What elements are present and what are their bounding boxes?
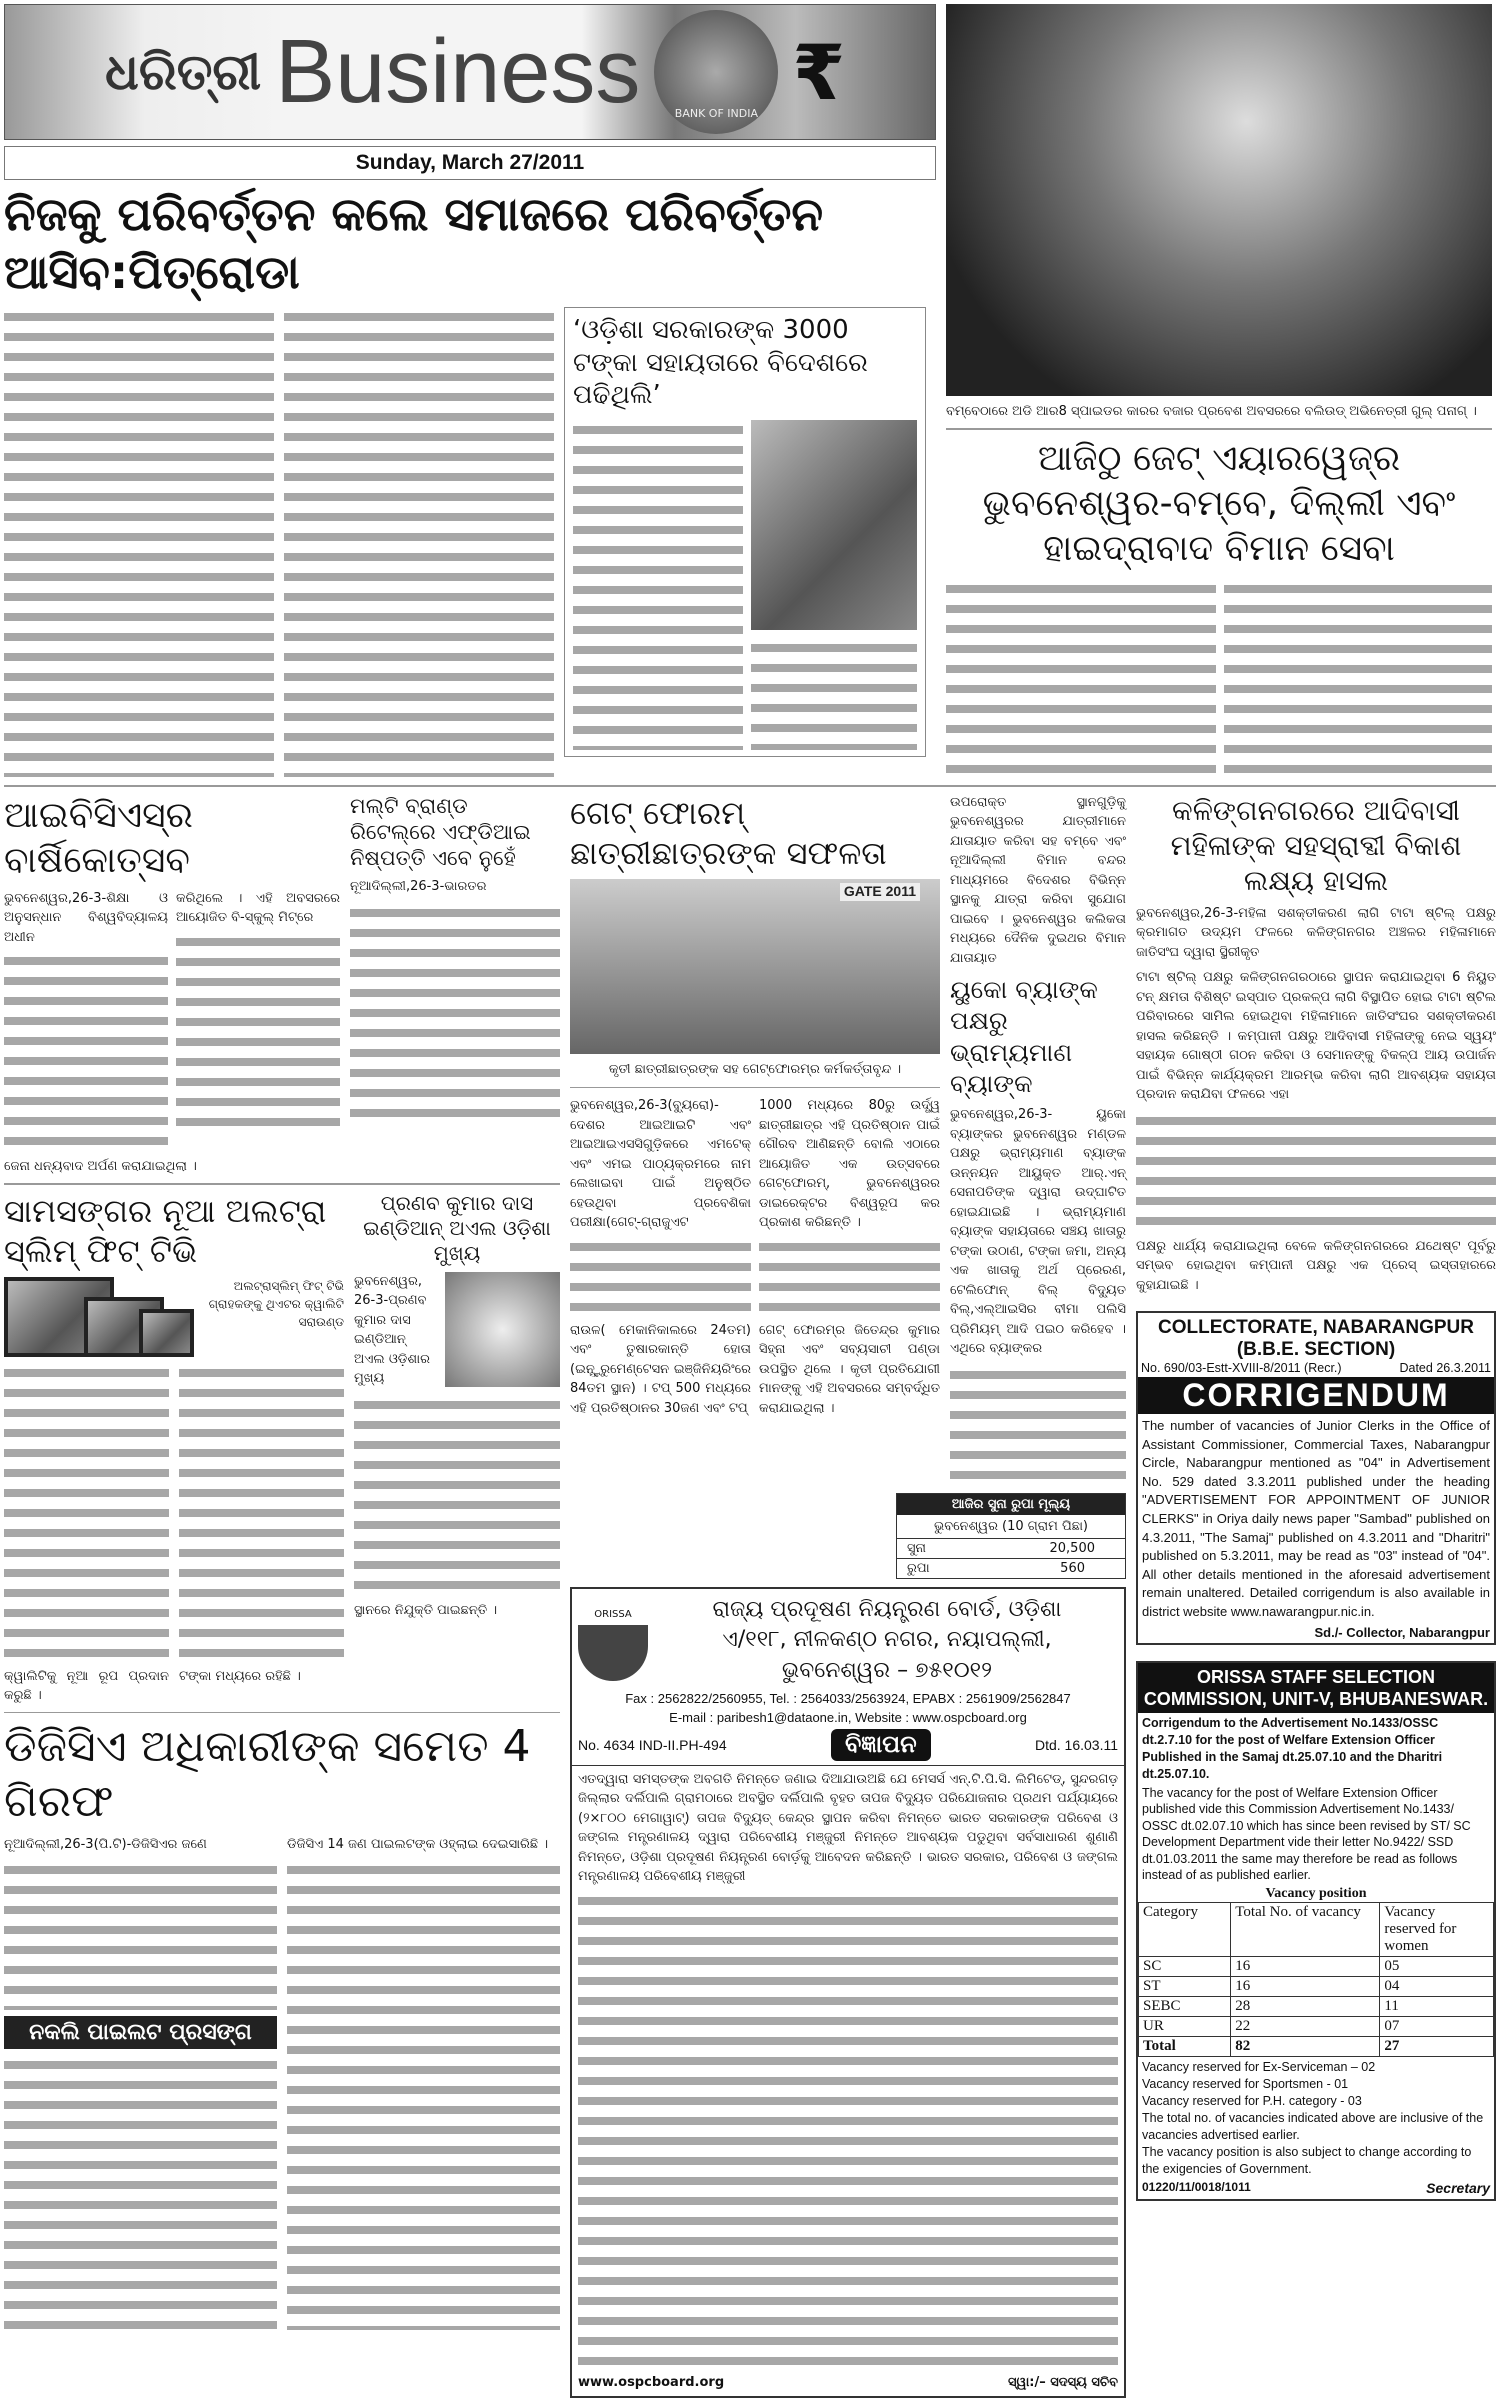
ad-body-text xyxy=(578,1891,1118,2371)
table-row xyxy=(1139,2016,1494,2036)
ossc-note: Vacancy reserved for Ex-Serviceman – 02 xyxy=(1142,2059,1376,2074)
ad-website-link[interactable]: www.ospcboard.org xyxy=(578,2374,725,2390)
table-header-row xyxy=(1139,1902,1494,1956)
ibcs-end: ଜେନା ଧନ୍ୟବାଦ ଅର୍ପଣ କରାଯାଇଥିଲା । xyxy=(4,1159,197,1174)
corrigendum-banner: CORRIGENDUM xyxy=(1138,1377,1494,1414)
cell: 16 xyxy=(1231,1956,1380,1976)
kalinganagar-body: ଟାଟା ଷ୍ଟିଲ୍ ପକ୍ଷରୁ କଳିଙ୍ଗନଗରଠାରେ ସ୍ଥାପନ କରାଯାଇଥିବା 6 ନିୟୁତ ଟନ୍ କ୍ଷମତା ବିଶିଷ୍ଟ ଇସ୍ପାତ ପ୍ରକଳ୍ପ ଲାଗି ବିସ୍ଥାପିତ ହୋଇ ଟାଟା ଷ୍ଟିଲ ପରିବାରରେ ସାମିଲ ହୋଇଥିବା ମହିଳାମାନେ ଜାତିସଂଘର ସଶକ୍ତୀକରଣ ହାସଲ କରିଛନ୍ତି । କମ୍ପାନୀ ପକ୍ଷରୁ ଆଦିବାସୀ ମହିଳାଙ୍କୁ ନେଇ ସ୍ୱୟଂ ସହାୟକ ଗୋଷ୍ଠୀ ଗଠନ କରିବା ଓ ସେମାନଙ୍କୁ ବିକଳ୍ପ ଆୟ ଉପାର୍ଜନ ପାଇଁ ବିଭିନ୍ନ କାର୍ଯ୍ୟକ୍ରମ ଆରମ୍ଭ କରିବା ଲାଗି ଆବଶ୍ୟକ ସହାୟତା ପ୍ରଦାନ କରାଯିବା ଫଳରେ ଏହା xyxy=(1136,970,1496,1102)
ossc-title: ORISSA STAFF SELECTION COMMISSION, UNIT-V, BHUBANESWAR. xyxy=(1138,1663,1494,1713)
uco-headline: ୟୁକୋ ବ୍ୟାଙ୍କ ପକ୍ଷରୁ ଭ୍ରାମ୍ୟମାଣ ବ୍ୟାଙ୍କ xyxy=(950,975,1098,1098)
samsung-tv-image xyxy=(4,1277,194,1357)
samsung-end: ଟଙ୍କା ମଧ୍ୟରେ ରହିଛି । xyxy=(179,1668,301,1684)
dgca-body-text xyxy=(287,1860,560,2330)
cell: SC xyxy=(1139,1956,1231,1976)
kalinganagar-headline: କଳିଙ୍ଗନଗରରେ ଆଦିବାସୀ ମହିଳାଙ୍କ ସହସ୍ରାବ୍ଦୀ ବିକାଶ ଲକ୍ଷ୍ୟ ହାସଲ xyxy=(1170,793,1462,897)
cell: 07 xyxy=(1380,2016,1494,2036)
samsung-headline: ସାମସଙ୍ଗର ନୂଆ ଅଲଟ୍ରା ସ୍ଲିମ୍ ଫିଟ୍ ଟିଭି xyxy=(4,1191,327,1270)
gate-group-photo xyxy=(570,879,940,1054)
ibcs-body-text xyxy=(4,951,168,1151)
vacancy-table-title: Vacancy position xyxy=(1265,1885,1367,1901)
dgca-body: ଡିଜିସିଏ 14 ଜଣ ପାଇଲଟଙ୍କ ଓହ୍ଲାଇ ଦେଇସାରିଛି । xyxy=(287,1836,549,1852)
gate-caption: କୃତୀ ଛାତ୍ରୀଛାତ୍ରଙ୍କ ସହ ଗେଟ୍ଫୋରମ୍ର କର୍ମକର୍ତ୍ତାବୃନ୍ଦ । xyxy=(608,1061,902,1077)
silver-row xyxy=(897,1559,1125,1578)
dgca-body-text xyxy=(4,1860,277,2010)
date-bar xyxy=(4,146,936,180)
dgca-body-text xyxy=(4,2055,277,2335)
ad-body: ଏତଦ୍ୱାରା ସମସ୍ତଙ୍କ ଅବଗତି ନିମନ୍ତେ ଜଣାଇ ଦିଆଯାଉଅଛି ଯେ ମେସର୍ସ ଏନ୍.ଟି.ପି.ସି. ଲିମିଟେଡ୍, ସୁନ୍ଦରଗଡ଼ ଜିଲ୍ଲାର ଦର୍ଲିପାଲି ଗ୍ରାମଠାରେ ଅବସ୍ଥିତ ଦର୍ଲିପାଲି ବୃହତ ତାପଜ ବିଦ୍ୟୁତ ପରିଯୋଜନାର ପ୍ରଥମ ପର୍ଯ୍ୟାୟରେ (୨×୮୦୦ ମେଗାୱାଟ୍) ତାପଜ ବିଦ୍ୟୁତ୍ କେନ୍ଦ୍ର ସ୍ଥାପନ କରିବା ନିମନ୍ତେ ଭାରତ ସରକାରଙ୍କ ପରିବେଶ ଓ ଜଙ୍ଗଲ ମନ୍ତ୍ରଣାଳୟ ଦ୍ୱାରା ପରିବେଶୀୟ ମଞ୍ଜୁରୀ ନିମନ୍ତେ ଆବଶ୍ୟକ ପଡୁଥିବା ସର୍ବସାଧାରଣ ଶୁଣାଣି ନିମନ୍ତେ, ଓଡ଼ିଶା ପ୍ରଦୂଷଣ ନିୟନ୍ତ୍ରଣ ବୋର୍ଡ଼କୁ ଆବେଦନ କରିଛନ୍ତି । ଭାରତ ସରକାର, ପରିବେଶ ଓ ଜଙ୍ଗଲ ମନ୍ତ୍ରଣାଳୟ ପରିବେଶୀୟ ମଞ୍ଜୁରୀ xyxy=(578,1771,1118,1885)
lead-article-body xyxy=(284,307,554,777)
jet-body xyxy=(946,579,1216,779)
gul-panag-photo xyxy=(946,4,1492,396)
jet-body xyxy=(1224,579,1492,779)
cell: 28 xyxy=(1231,1996,1380,2016)
cell: 11 xyxy=(1380,1996,1494,2016)
dgca-body: ନୂଆଦିଲ୍ଲୀ,26-3(ପି.ଟି)-ଡିଜିସିଏର ଜଣେ xyxy=(4,1836,207,1852)
column-header: Vacancy reserved for women xyxy=(1380,1902,1494,1956)
cell: 82 xyxy=(1231,2036,1380,2056)
ossc-lead: Corrigendum to the Advertisement No.1433/OSSC dt.2.7.10 for the post of Welfare Extension Officer Published in the Samaj dt.25.07.10 and the Dharitri dt.25.07.10. xyxy=(1142,1715,1443,1781)
photo-caption: ବମ୍ବେଠାରେ ଅଡି ଆର8 ସ୍ପାଇଡର କାରର ବଜାର ପ୍ରବେଶ ଅବସରରେ ବଲିଉଡ୍ ଅଭିନେତ୍ରୀ ଗୁଲ୍ ପନାଗ୍ । xyxy=(946,404,1477,419)
rupee-icon: ₹ xyxy=(792,27,846,117)
gate-body-text xyxy=(759,1237,940,1317)
pitroda-box-body xyxy=(751,638,917,750)
ad-email: E-mail : paribesh1@dataone.in, Website : www.ospcboard.org xyxy=(669,1709,1027,1725)
ossc-notice xyxy=(1136,1661,1496,2201)
metal-price: 560 xyxy=(1060,1560,1085,1576)
pranab-photo xyxy=(445,1272,560,1387)
collectorate-date: Dated 26.3.2011 xyxy=(1399,1361,1491,1375)
logo-text: ORISSA xyxy=(594,1608,632,1620)
brand-logo: ଧରିତ୍ରୀ xyxy=(105,42,262,101)
pitroda-photo xyxy=(751,420,917,630)
fdi-body-text xyxy=(350,903,560,1123)
dgca-headline: ଡିଜିସିଏ ଅଧିକାରୀଙ୍କ ସମେତ 4 ଗିରଫ xyxy=(4,1720,531,1827)
pranab-body: ଭୁବନେଶ୍ୱର, 26-3-ପ୍ରଣବ କୁମାର ଦାସ ଇଣ୍ଡିଆନ୍ ଅଏଲ ଓଡ଼ିଶାର ମୁଖ୍ୟ xyxy=(354,1273,430,1386)
pranab-end: ସ୍ଥାନରେ ନିଯୁକ୍ତି ପାଇଛନ୍ତି । xyxy=(354,1602,498,1618)
ad-title: ବିଜ୍ଞାପନ xyxy=(831,1729,931,1761)
ossc-code: 01220/11/0018/1011 xyxy=(1142,2179,1251,2194)
lead-headline: ନିଜକୁ ପରିବର୍ତ୍ତନ କଲେ ସମାଜରେ ପରିବର୍ତ୍ତନ ଆସିବ:ପିତ୍ରୋଡା xyxy=(4,187,824,299)
cell: 22 xyxy=(1231,2016,1380,2036)
ibcs-headline: ଆଇବିସିଏସ୍ର ବାର୍ଷିକୋତ୍ସବ xyxy=(4,794,193,881)
uco-body: ଭୁବନେଶ୍ୱର,26-3- ୟୁକୋ ବ୍ୟାଙ୍କର ଭୁବନେଶ୍ୱର ମଣ୍ଡଳ ପକ୍ଷରୁ ଭ୍ରାମ୍ୟମାଣ ବ୍ୟାଙ୍କ ଉନ୍ନୟନ ଆୟୁକ୍ତ ଆର୍.ଏନ୍ ସେନାପତିଙ୍କ ଦ୍ୱାରା ଉଦ୍‌ଘାଟିତ ହୋଇଯାଇଛି । ଭ୍ରାମ୍ୟମାଣ ବ୍ୟାଙ୍କ ସହାୟତାରେ ସଞ୍ଚୟ ଖାତାରୁ ଟଙ୍କା ଉଠାଣ, ଟଙ୍କା ଜମା, ଅନ୍ୟ ଏକ ଖାତାକୁ ଅର୍ଥ ପ୍ରେରଣ, ଟେଲିଫୋନ୍ ବିଲ୍ ବିଦ୍ୟୁତ ବିଲ୍,ଏଲ୍ଆଇସିର ବୀମା ପଲିସି ପ୍ରିମିୟମ୍ ଆଦି ପଇଠ କରିହେବ । ଏଥିରେ ବ୍ୟାଙ୍କର xyxy=(950,1107,1126,1356)
cell: 04 xyxy=(1380,1976,1494,1996)
uco-body-text xyxy=(950,1365,1126,1485)
seal-text: BANK OF INDIA xyxy=(674,107,758,120)
gate-body-col1: ଭୁବନେଶ୍ୱର,26-3(ବ୍ୟୁରୋ)- ଦେଶର ଆଇଆଇଟି ଏବଂ ଆଇଆଇଏସସିଗୁଡ଼ିକରେ ଏମଟେକ୍ ଏବଂ ଏମଇ ପାଠ୍ୟକ୍ରମରେ ନାମ ଲେଖାଇବା ପାଇଁ ଅନୁଷ୍ଠିତ ହେଉଥିବା ପ୍ରବେଶିକା ପରୀକ୍ଷା(ଗେଟ୍-ଗ୍ରାଜୁଏଟ xyxy=(570,1098,751,1230)
pitroda-box-headline: ‘ଓଡ଼ିଶା ସରକାରଙ୍କ 3000 ଟଙ୍କା ସହାୟତାରେ ବିଦେଶରେ ପଢିଥିଲି’ xyxy=(573,315,868,410)
cell: ST xyxy=(1139,1976,1231,1996)
cell: UR xyxy=(1139,2016,1231,2036)
collectorate-section: (B.B.E. SECTION) xyxy=(1236,1339,1396,1360)
masthead xyxy=(4,4,936,140)
ossc-note: Vacancy reserved for P.H. category - 03 xyxy=(1142,2093,1362,2108)
pitroda-box-body xyxy=(573,420,743,750)
ossc-note: The total no. of vacancies indicated above are inclusive of the vacancies advertised earlier. xyxy=(1142,2110,1484,2142)
ad-signature: ସ୍ୱା:/– ସଦସ୍ୟ ସଚିବ xyxy=(1008,2374,1118,2390)
issue-date: Sunday, March 27/2011 xyxy=(355,151,585,174)
cell: 05 xyxy=(1380,1956,1494,1976)
gate-headline: ଗେଟ୍ ଫୋରମ୍ ଛାତ୍ରୀଛାତ୍ରଙ୍କ ସଫଳତା xyxy=(570,793,887,872)
pollution-board-ad xyxy=(570,1587,1126,2398)
kalinganagar-end: ପକ୍ଷରୁ ଧାର୍ଯ୍ୟ କରାଯାଇଥିଲା ବେଳେ କଳିଙ୍ଗନଗରରେ ଯଥେଷ୍ଟ ପୂର୍ବରୁ ସମ୍ଭବ ହୋଇଥିବା କମ୍ପାନୀ ପକ୍ଷରୁ ଏକ ପ୍ରେସ୍ ଇସ୍ତାହାରରେ କୁହାଯାଇଛି । xyxy=(1136,1238,1496,1293)
collectorate-notice xyxy=(1136,1311,1496,1645)
pranab-headline: ପ୍ରଣବ କୁମାର ଦାସ ଇଣ୍ଡିଆନ୍ ଅଏଲ ଓଡ଼ିଶା ମୁଖ୍ୟ xyxy=(363,1190,551,1265)
table-row xyxy=(1139,1996,1494,2016)
cell: SEBC xyxy=(1139,1996,1231,2016)
gold-price-title: ଆଜିର ସୁନା ରୁପା ମୂଲ୍ୟ xyxy=(897,1494,1125,1515)
jet-headline: ଆଜିଠୁ ଜେଟ୍ ଏୟାରୱେଜ୍ର ଭୁବନେଶ୍ୱର-ବମ୍ବେ, ଦିଲ୍ଲୀ ଏବଂ ହାଇଦ୍ରାବାଦ ବିମାନ ସେବା xyxy=(982,437,1456,569)
table-row xyxy=(1139,1956,1494,1976)
ossc-note: Vacancy reserved for Sportsmen - 01 xyxy=(1142,2076,1349,2091)
ad-org: ରାଜ୍ୟ ପ୍ରଦୂଷଣ ନିୟନ୍ତ୍ରଣ ବୋର୍ଡ, ଓଡ଼ିଶା xyxy=(712,1596,1062,1622)
gate-body-col2-end: ଗେଟ୍ ଫୋରମ୍ର ଜିତେନ୍ଦ୍ର କୁମାର ସିହ୍ନା ଏବଂ ସବ୍ୟସାଚୀ ପଣ୍ଡା ଉପସ୍ଥିତ ଥିଲେ । କୃତୀ ପ୍ରତିଯୋଗୀ ମାନଙ୍କୁ ଏହି ଅବସରରେ ସମ୍ବର୍ଦ୍ଧିତ କରାଯାଇଥିଲା । xyxy=(759,1322,940,1416)
gate-body-text xyxy=(570,1237,751,1317)
cell: Total xyxy=(1139,2036,1231,2056)
ossc-note: The vacancy position is also subject to change according to the exigencies of Government. xyxy=(1142,2144,1472,2176)
ad-address: ଏ/୧୧୮, ନୀଳକଣ୍ଠ ନଗର, ନୟାପଲ୍ଲୀ, xyxy=(722,1627,1052,1653)
samsung-intro: ଅଲଟ୍ରାସ୍ଲିମ୍ ଫିଟ୍ ଟିଭି ଗ୍ରାହକଙ୍କୁ ଥିଏଟର କ୍ୱାଲିଟି ସରାଉଣ୍ଡ xyxy=(208,1278,344,1329)
collectorate-title: COLLECTORATE, NABARANGPUR xyxy=(1158,1317,1474,1338)
tv-icon xyxy=(139,1309,194,1357)
gold-row xyxy=(897,1539,1125,1559)
gold-price-subtitle: ଭୁବନେଶ୍ୱର (10 ଗ୍ରାମ ପିଛା) xyxy=(897,1515,1125,1539)
cell: 16 xyxy=(1231,1976,1380,1996)
cell: 27 xyxy=(1380,2036,1494,2056)
lead-article-body xyxy=(4,307,274,777)
ossc-signature: Secretary xyxy=(1426,2179,1490,2196)
gate-body-col2: 1000 ମଧ୍ୟରେ 80ରୁ ଉର୍ଦ୍ଧ୍ୱ ଛାତ୍ରୀଛାତ୍ର ଏହି ପ୍ରତିଷ୍ଠାନ ପାଇଁ ଗୌରବ ଆଣିଛନ୍ତି ବୋଲି ଏଠାରେ ଆୟୋଜିତ ଏକ ଉତ୍ସବରେ ଗେଟ୍ଫୋରମ୍, ଭୁବନେଶ୍ୱରର ଡାଇରେକ୍ଟର ବିଶ୍ୱରୂପ କର ପ୍ରକାଶ କରିଛନ୍ତି । xyxy=(759,1098,940,1230)
gold-price-box xyxy=(896,1493,1126,1579)
fdi-headline: ମଲ୍ଟି ବ୍ରାଣ୍ଡ ରିଟେଲ୍ରେ ଏଫ୍ଡିଆଇ ନିଷ୍ପତ୍ତି ଏବେ ନୁହେଁ xyxy=(350,793,531,870)
collectorate-number: No. 690/03-Estt-XVIII-8/2011 (Recr.) xyxy=(1141,1361,1342,1375)
collectorate-signature: Sd./- Collector, Nabarangpur xyxy=(1314,1624,1490,1640)
fdi-body: ନୂଆଦିଲ୍ଲୀ,26-3-ଭାରତର xyxy=(350,879,487,895)
section-title: Business xyxy=(275,21,641,122)
ibcs-body: ଭୁବନେଶ୍ୱର,26-3-ଶିକ୍ଷା ଓ ଅନୁସନ୍ଧାନ ବିଶ୍ୱବିଦ୍ୟାଳୟ ଅଧୀନ xyxy=(4,890,168,945)
vacancy-table xyxy=(1138,1902,1494,2057)
table-total-row xyxy=(1139,2036,1494,2056)
samsung-end: କ୍ୱାଲିଟିକୁ ନୂଆ ରୂପ ପ୍ରଦାନ କରୁଛି । xyxy=(4,1668,169,1703)
pitroda-box xyxy=(564,307,926,757)
samsung-body xyxy=(4,1363,169,1663)
collectorate-body: The number of vacancies of Junior Clerks in the Office of Assistant Commissioner, Commercial Taxes, Nabarangpur Circle, Nabarangpur mentioned as "04" in Advertisement No. 529 dated 3.3.2011 published under the heading "ADVERTISEMENT FOR APPOINTMENT OF JUNIOR CLERKS" in Oriya daily news paper "Sambad" published on 4.3.2011, "The Samaj" published on 4.3.2011 and "Dharitri" published on 5.3.2011, may be read as "03" instead of "04". All other details mentioned in the aforesaid advertisement remain unaltered. Detailed corrigendum is also available in district website www.nawarangpur.nic.in. xyxy=(1142,1418,1490,1619)
fake-pilot-box: ନକଲି ପାଇଲଟ ପ୍ରସଙ୍ଗ xyxy=(4,2016,277,2049)
metal-name: ସୁନା xyxy=(907,1540,926,1556)
ospcb-logo xyxy=(578,1601,648,1681)
ad-date: Dtd. 16.03.11 xyxy=(1034,1736,1118,1753)
ibcs-body-text xyxy=(176,932,340,1132)
ibcs-body: କରିଥିଲେ । ଏହି ଅବସରରେ ଆୟୋଜିତ ବି-ସ୍କୁଲ୍ ମିଟ୍ରେ xyxy=(176,890,340,925)
jet-body-tail: ଉପରୋକ୍ତ ସ୍ଥାନଗୁଡ଼ିକୁ ଭୁବନେଶ୍ୱରର ଯାତ୍ରୀମାନେ ଯାତାୟାତ କରିବା ସହ ବମ୍ବେ ଏବଂ ନୂଆଦିଲ୍ଲୀ ବିମାନ ବନ୍ଦର ମାଧ୍ୟମରେ ବିଦେଶର ବିଭିନ୍ନ ସ୍ଥାନକୁ ଯାତ୍ରା କରିବା ସୁଯୋଗ ପାଇବେ । ଭୁବନେଶ୍ୱର କଲିକତା ମଧ୍ୟରେ ଦୈନିକ ଦୁଇଥର ବିମାନ ଯାତାୟାତ xyxy=(950,794,1126,966)
gate-banner: GATE 2011 xyxy=(840,883,920,901)
table-row xyxy=(1139,1976,1494,1996)
pranab-body-text xyxy=(354,1395,560,1595)
ad-contact: Fax : 2562822/2560955, Tel. : 2564033/2563924, EPABX : 2561909/2562847 xyxy=(625,1690,1071,1706)
ad-number: No. 4634 IND-II.PH-494 xyxy=(578,1736,727,1753)
column-header: Total No. of vacancy xyxy=(1231,1902,1380,1956)
ad-address: ଭୁବନେଶ୍ୱର – ୭୫୧୦୧୨ xyxy=(781,1658,993,1684)
samsung-body xyxy=(179,1363,344,1663)
metal-name: ରୁପା xyxy=(907,1560,930,1576)
kalinganagar-body: ଭୁବନେଶ୍ୱର,26-3-ମହିଳା ସଶକ୍ତୀକରଣ ଲାଗି ଟାଟା ଷ୍ଟିଲ୍ ପକ୍ଷରୁ କ୍ରମାଗତ ଉଦ୍ୟମ ଫଳରେ କଳିଙ୍ଗନଗର ଅଞ୍ଚଳର ମହିଳାମାନେ ଜାତିସଂଘ ଦ୍ୱାରା ସ୍ଥିରୀକୃତ xyxy=(1136,905,1496,960)
gate-body-col1-end: ରାଉଳ( ମେକାନିକାଲରେ 24ତମ) ଏବଂ ତୁଷାରକାନ୍ତି ହୋତା (ଇନ୍ସ୍ଟ୍ରୁମେଣ୍ଟେସନ ଇଞ୍ଜିନିୟରିଂରେ 84ତମ ସ୍ଥାନ) । ଟପ୍ 500 ମଧ୍ୟରେ ଏହି ପ୍ରତିଷ୍ଠାନର 30ଜଣ ଏବଂ ଟପ୍ xyxy=(570,1322,751,1416)
kalinganagar-body-text xyxy=(1136,1111,1496,1231)
ossc-body: The vacancy for the post of Welfare Extension Officer published vide this Commission Advertisement No.1433/ OSSC dt.02.07.10 which has since been revised by ST/ SC Development Department vide their letter No.9422/ SSD dt.01.03.2011 the same may therefore be read as follows instead of as published earlier. xyxy=(1142,1785,1471,1883)
metal-price: 20,500 xyxy=(1049,1540,1095,1556)
rbi-seal xyxy=(654,10,778,134)
column-header: Category xyxy=(1139,1902,1231,1956)
